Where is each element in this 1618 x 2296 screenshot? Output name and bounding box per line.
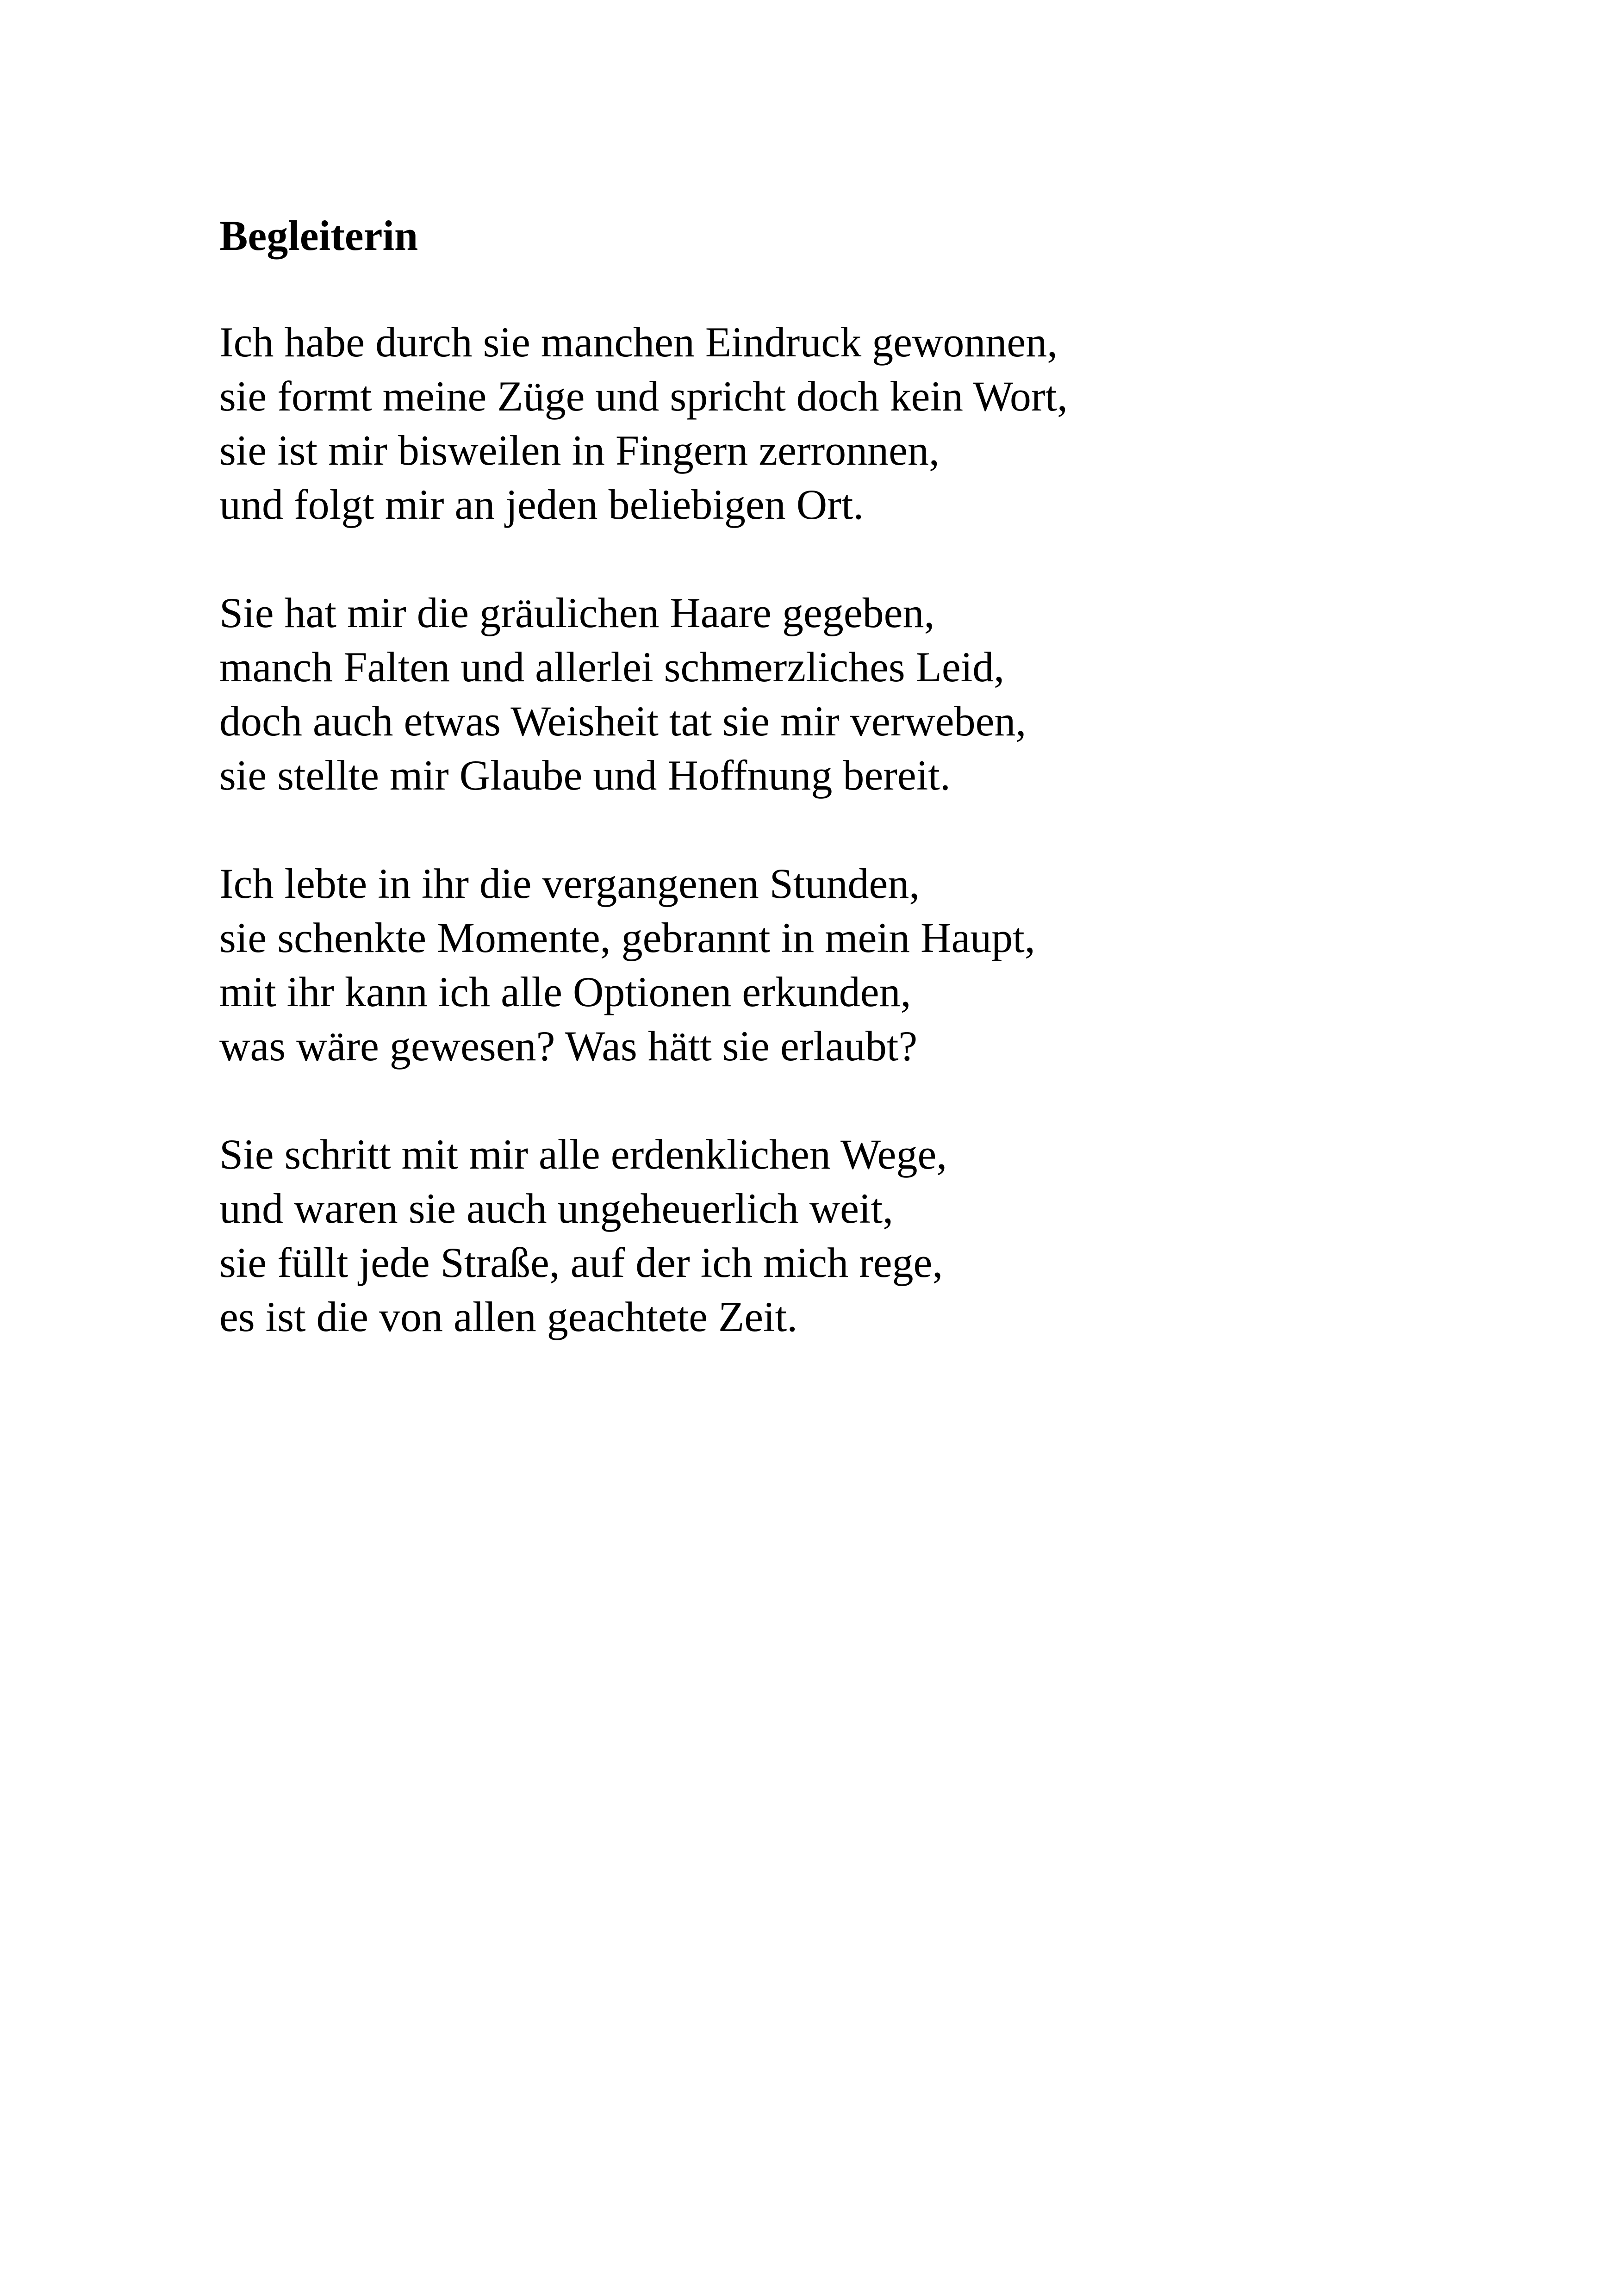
- verse-line: manch Falten und allerlei schmerzliches Leid,: [219, 643, 1005, 691]
- verse-line: Ich habe durch sie manchen Eindruck gewonnen,: [219, 318, 1058, 366]
- stanza-2: [219, 586, 1469, 803]
- verse-line: sie ist mir bisweilen in Fingern zerronnen,: [219, 427, 940, 474]
- verse-line: es ist die von allen geachtete Zeit.: [219, 1293, 798, 1340]
- verse-line: Sie hat mir die gräulichen Haare gegeben,: [219, 589, 935, 636]
- title-spacer: [219, 263, 1469, 315]
- stanza-3: [219, 857, 1469, 1073]
- verse-line: und folgt mir an jeden beliebigen Ort.: [219, 481, 864, 528]
- verse-line: mit ihr kann ich alle Optionen erkunden,: [219, 968, 911, 1015]
- verse-line: was wäre gewesen? Was hätt sie erlaubt?: [219, 1022, 918, 1070]
- verse-line: sie formt meine Züge und spricht doch kein Wort,: [219, 373, 1068, 420]
- verse-line: und waren sie auch ungeheuerlich weit,: [219, 1185, 894, 1232]
- poem: [219, 208, 1469, 1344]
- poem-title: Begleiterin: [219, 212, 418, 259]
- verse-line: doch auch etwas Weisheit tat sie mir verweben,: [219, 697, 1027, 745]
- stanza-1: [219, 315, 1469, 532]
- verse-line: sie füllt jede Straße, auf der ich mich rege,: [219, 1239, 943, 1286]
- verse-line: Sie schritt mit mir alle erdenklichen Wege,: [219, 1131, 947, 1178]
- verse-line: Ich lebte in ihr die vergangenen Stunden,: [219, 860, 920, 907]
- stanza-4: [219, 1127, 1469, 1344]
- verse-line: sie schenkte Momente, gebrannt in mein Haupt,: [219, 914, 1035, 961]
- verse-line: sie stellte mir Glaube und Hoffnung bereit.: [219, 752, 951, 799]
